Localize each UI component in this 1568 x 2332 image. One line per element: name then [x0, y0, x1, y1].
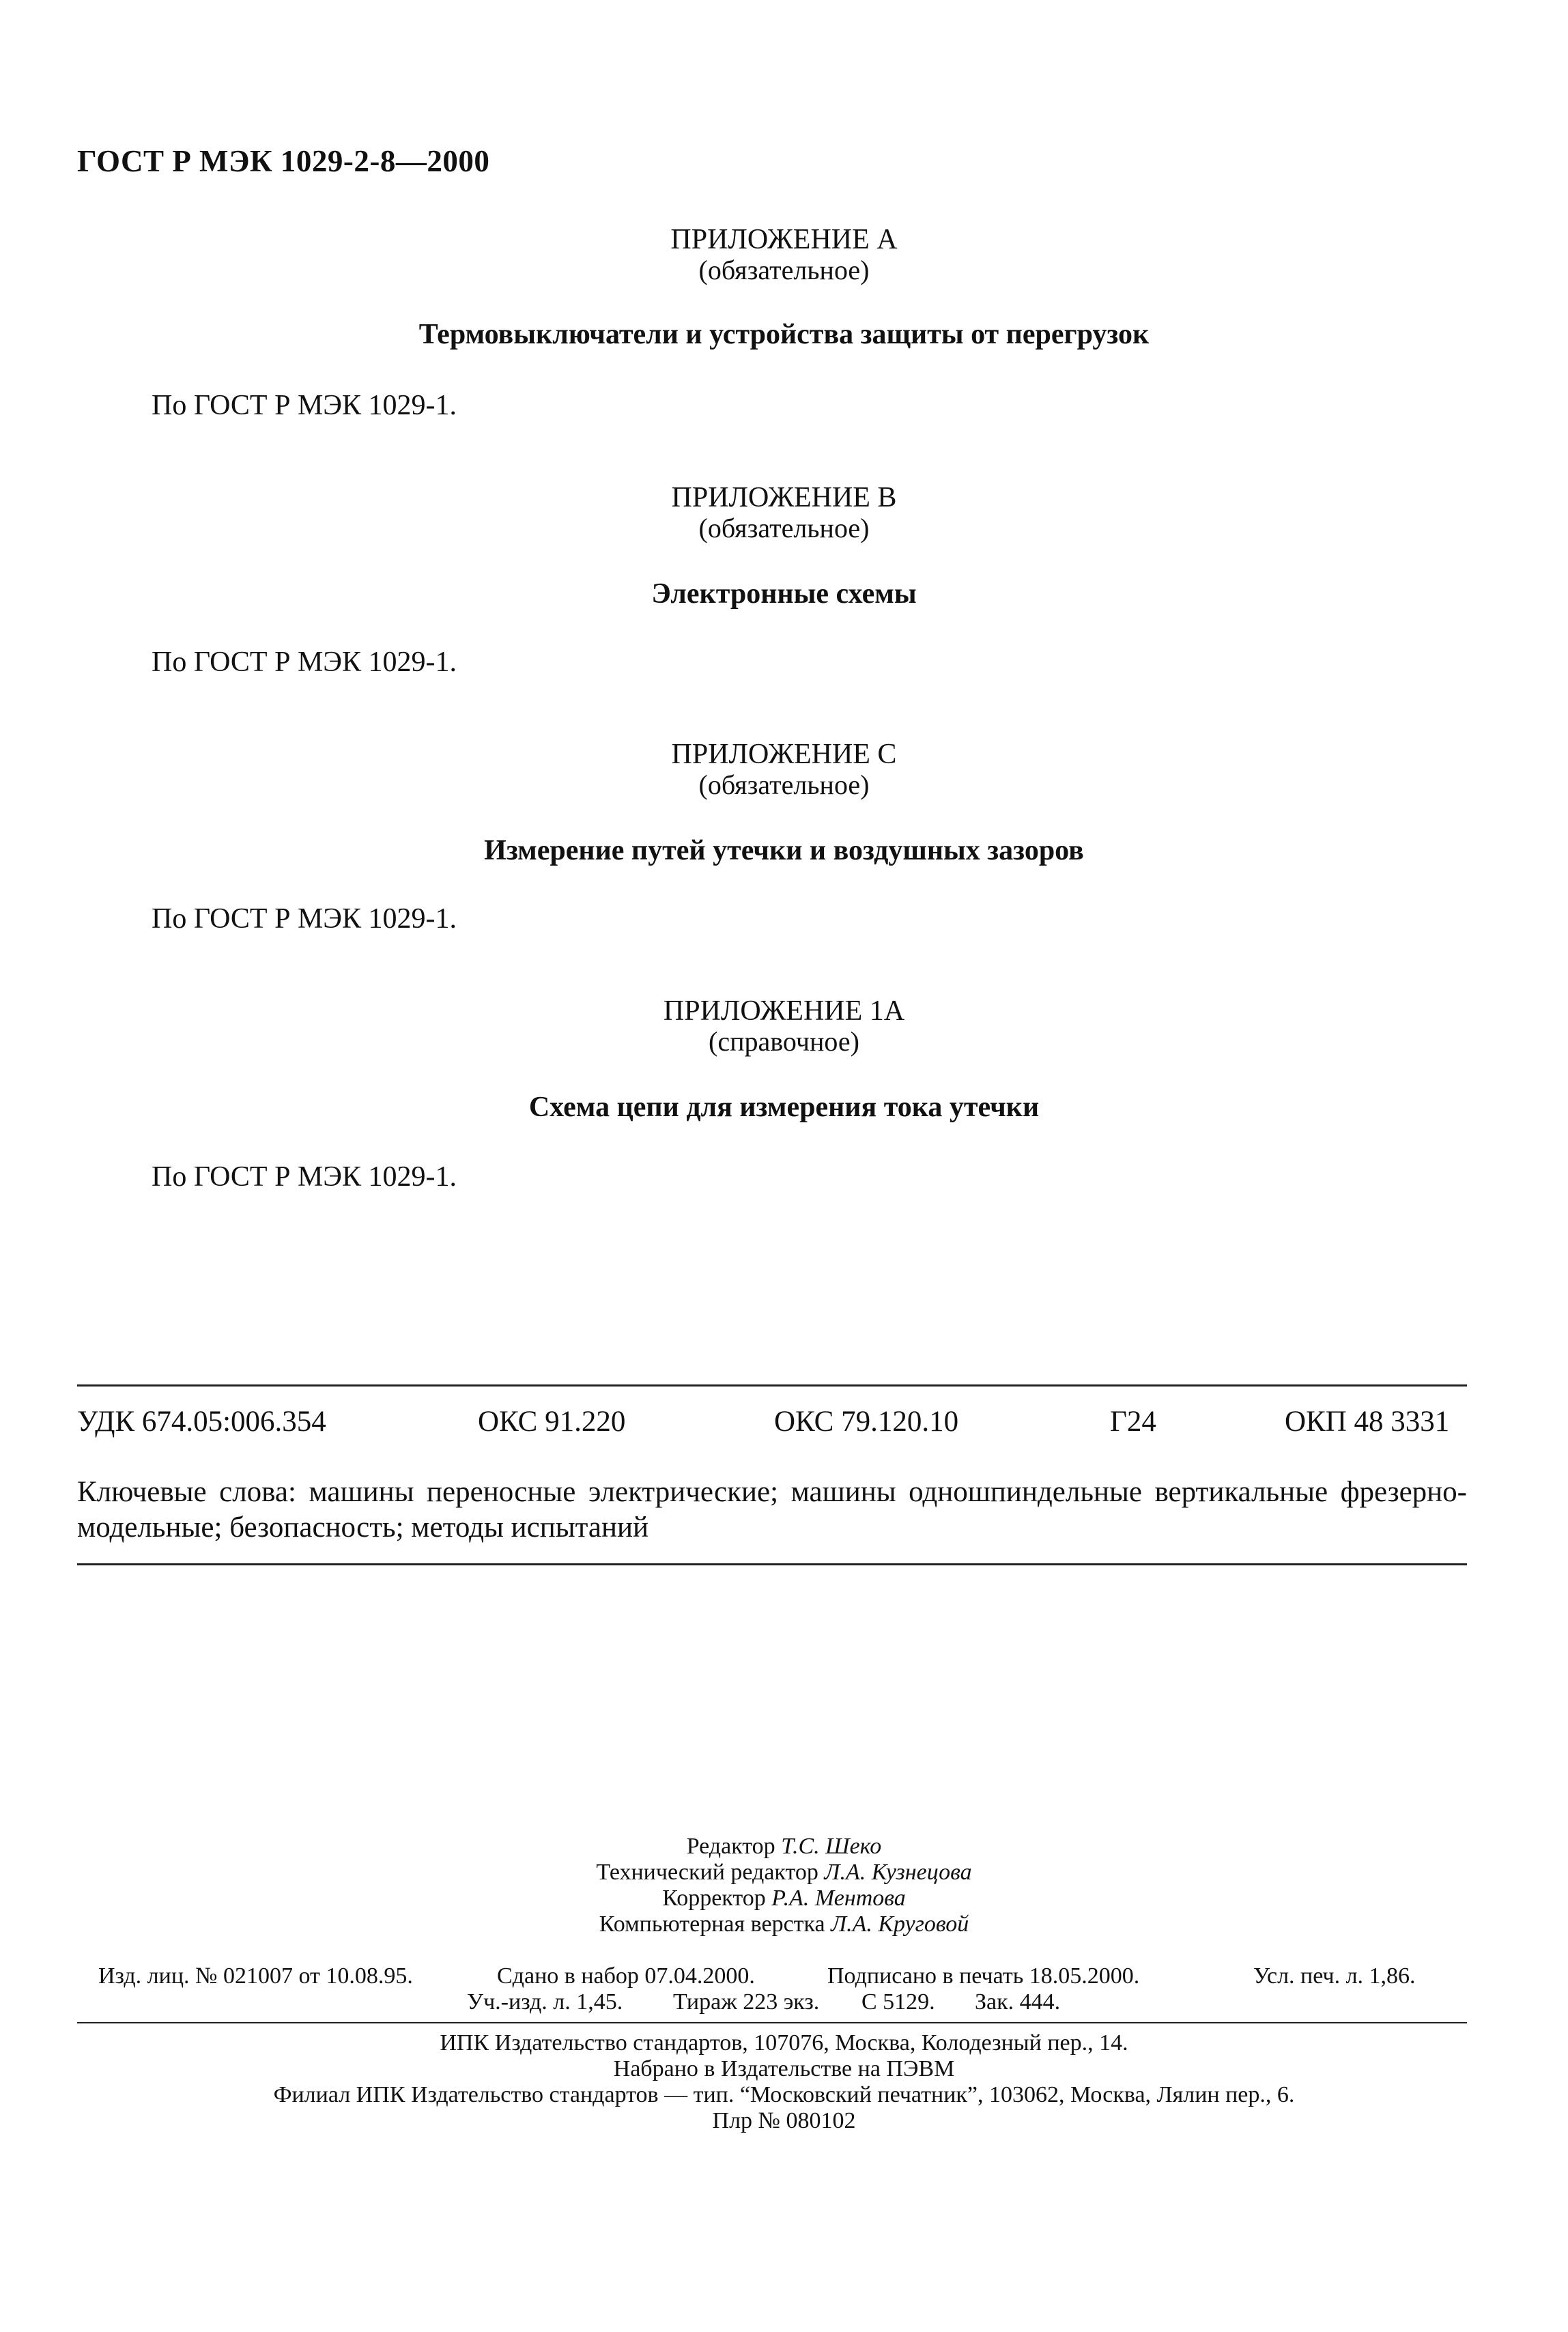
credit-label: Компьютерная верстка — [599, 1911, 825, 1937]
imprint-signed: Подписано в печать 18.05.2000. — [827, 1963, 1140, 1989]
udk-code: УДК 674.05:006.354 — [77, 1406, 326, 1438]
appendix-reference: По ГОСТ Р МЭК 1029-1. — [152, 646, 457, 678]
credit-name: Л.А. Кузнецова — [824, 1860, 972, 1885]
credit-label: Технический редактор — [596, 1860, 818, 1885]
credit-layout — [0, 1911, 1568, 1937]
credit-label: Корректор — [662, 1886, 766, 1911]
appendix-title: ПРИЛОЖЕНИЕ А — [670, 224, 898, 255]
appendix-heading: Термовыключатели и устройства защиты от перегрузок — [418, 319, 1150, 350]
document-id: ГОСТ Р МЭК 1029-2-8—2000 — [77, 144, 490, 178]
credit-name: Т.С. Шеко — [781, 1834, 882, 1859]
appendix-reference: По ГОСТ Р МЭК 1029-1. — [152, 1161, 457, 1193]
appendix-reference: По ГОСТ Р МЭК 1029-1. — [152, 390, 457, 421]
appendix-title: ПРИЛОЖЕНИЕ С — [671, 739, 897, 770]
imprint-c-code: С 5129. — [861, 1989, 935, 2015]
okp-code: ОКП 48 3331 — [1285, 1406, 1450, 1438]
credit-editor — [0, 1834, 1568, 1860]
imprint-circulation: Тираж 223 экз. — [673, 1989, 820, 2015]
credit-name: Л.А. Круговой — [831, 1911, 969, 1937]
appendix-status: (обязательное) — [698, 513, 870, 543]
rule-top — [77, 1384, 1467, 1387]
imprint-order: Зак. 444. — [975, 1989, 1061, 2015]
appendix-heading: Схема цепи для измерения тока утечки — [528, 1092, 1040, 1123]
imprint-pub-sheets: Уч.-изд. л. 1,45. — [467, 1989, 623, 2015]
appendix-reference: По ГОСТ Р МЭК 1029-1. — [152, 903, 457, 935]
keywords: Ключевые слова: машины переносные электрические; машины одношпиндельные вертикальные фрезерно-модельные; безопасность; методы испытаний — [77, 1476, 1467, 1544]
appendix-title: ПРИЛОЖЕНИЕ 1А — [663, 995, 905, 1027]
rule-imprint — [77, 2022, 1467, 2023]
oks-code-2: ОКС 79.120.10 — [774, 1406, 959, 1438]
publisher-line-4: Плр № 080102 — [712, 2108, 856, 2133]
publisher-line-3: Филиал ИПК Издательство стандартов — тип. “Московский печатник”, 103062, Москва, Лялин пер., 6. — [273, 2082, 1295, 2107]
publisher-line-1: ИПК Издательство стандартов, 107076, Москва, Колодезный пер., 14. — [440, 2030, 1128, 2056]
appendix-title: ПРИЛОЖЕНИЕ В — [671, 482, 897, 513]
appendix-heading: Измерение путей утечки и воздушных зазоров — [484, 835, 1084, 866]
oks-code-1: ОКС 91.220 — [478, 1406, 626, 1438]
rule-bottom — [77, 1563, 1467, 1565]
credit-name: Р.А. Ментова — [771, 1886, 906, 1911]
imprint-license: Изд. лиц. № 021007 от 10.08.95. — [98, 1963, 413, 1989]
appendix-heading: Электронные схемы — [651, 578, 917, 610]
appendix-status: (обязательное) — [698, 255, 870, 285]
appendix-status: (справочное) — [709, 1026, 859, 1057]
publisher-line-2: Набрано в Издательстве на ПЭВМ — [613, 2056, 955, 2081]
group-code: Г24 — [1110, 1406, 1156, 1438]
imprint-submitted: Сдано в набор 07.04.2000. — [497, 1963, 755, 1989]
appendix-status: (обязательное) — [698, 769, 870, 800]
credit-tech-editor — [0, 1860, 1568, 1886]
credit-label: Редактор — [686, 1834, 775, 1859]
credit-corrector — [0, 1886, 1568, 1911]
imprint-print-sheets: Усл. печ. л. 1,86. — [1253, 1963, 1416, 1989]
